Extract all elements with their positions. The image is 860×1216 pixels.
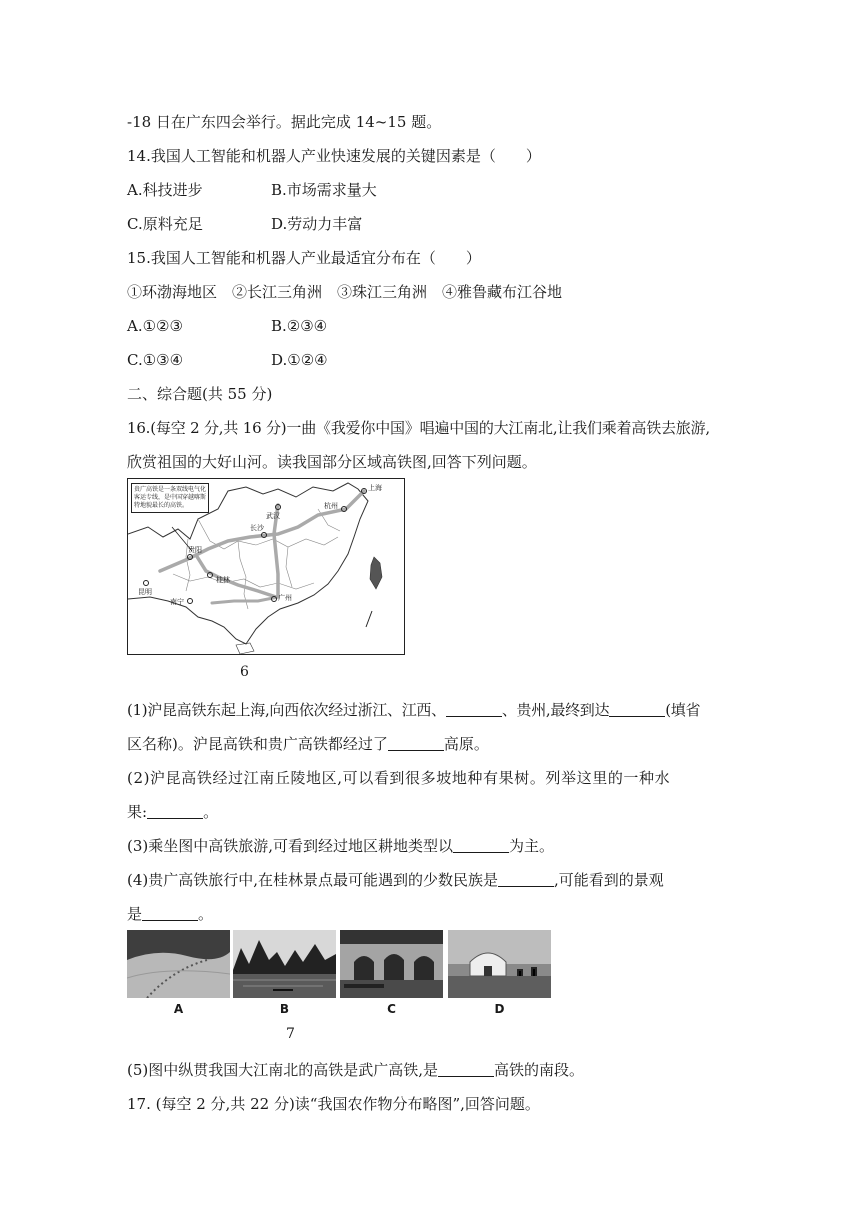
map-callout: 贵广高铁是一条双线电气化客运专线，是中国穿越喀斯特地貌最长的高铁。 <box>131 483 209 513</box>
answer-blank[interactable] <box>388 736 444 751</box>
q14-option-d: D.劳动力丰富 <box>271 215 363 233</box>
q15-option-d: D.①②④ <box>271 351 328 369</box>
intro-line: -18 日在广东四会举行。据此完成 14~15 题。 <box>127 113 442 131</box>
question-17: 17. (每空 2 分,共 22 分)读“我国农作物分布略图”,回答问题。 <box>127 1095 540 1113</box>
q15-option-c: C.①③④ <box>127 351 184 369</box>
city-guiyang: 贵阳 <box>188 546 202 554</box>
q15-option-a: A.①②③ <box>127 317 183 335</box>
question-15: 15.我国人工智能和机器人产业最适宜分布在（ ） <box>127 249 481 267</box>
high-speed-rail-map <box>127 478 405 655</box>
city-nanning: 南宁 <box>170 598 184 606</box>
q16-part4-line2: 是 。 <box>127 905 214 923</box>
q16-part1-line1: (1)沪昆高铁东起上海,向西依次经过浙江、江西、 、贵州,最终到达 (填省 <box>127 701 701 719</box>
city-kunming: 昆明 <box>138 588 152 596</box>
photo-label-a: A <box>173 1002 184 1016</box>
photo-karst-river <box>233 930 336 998</box>
question-16-line2: 欣赏祖国的大好山河。读我国部分区域高铁图,回答下列问题。 <box>127 453 537 471</box>
photo-yurt <box>448 930 551 998</box>
answer-blank[interactable] <box>609 702 665 717</box>
city-guilin: 桂林 <box>216 576 230 584</box>
answer-blank[interactable] <box>142 906 198 921</box>
answer-blank[interactable] <box>147 804 203 819</box>
figure-7-caption: 7 <box>286 1026 295 1042</box>
q16-part2-line1: (2)沪昆高铁经过江南丘陵地区,可以看到很多坡地种有果树。列举这里的一种水 <box>127 769 671 787</box>
city-guangzhou: 广州 <box>278 594 292 602</box>
city-changsha: 长沙 <box>250 524 264 532</box>
q15-option-b: B.②③④ <box>271 317 328 335</box>
q14-option-a: A.科技进步 <box>127 181 203 199</box>
figure-6-caption: 6 <box>240 664 249 680</box>
q16-part3: (3)乘坐图中高铁旅游,可看到经过地区耕地类型以 为主。 <box>127 837 555 855</box>
question-14: 14.我国人工智能和机器人产业快速发展的关键因素是（ ） <box>127 147 541 165</box>
city-shanghai: 上海 <box>368 484 382 492</box>
photo-label-b: B <box>279 1002 290 1016</box>
section-2-heading: 二、综合题(共 55 分) <box>127 385 273 403</box>
photo-desert <box>127 930 230 998</box>
question-16-line1: 16.(每空 2 分,共 16 分)一曲《我爱你中国》唱遍中国的大江南北,让我们乘着高铁去旅游, <box>127 419 710 437</box>
answer-blank[interactable] <box>498 872 554 887</box>
answer-blank[interactable] <box>438 1062 494 1077</box>
answer-blank[interactable] <box>453 838 509 853</box>
q16-part2-line2: 果: 。 <box>127 803 219 821</box>
photo-label-d: D <box>494 1002 505 1016</box>
photo-cave-dwelling <box>340 930 443 998</box>
q16-part5: (5)图中纵贯我国大江南北的高铁是武广高铁,是 高铁的南段。 <box>127 1061 585 1079</box>
q15-items: ①环渤海地区 ②长江三角洲 ③珠江三角洲 ④雅鲁藏布江谷地 <box>127 283 563 301</box>
city-wuhan: 武汉 <box>266 512 280 520</box>
city-hangzhou: 杭州 <box>324 502 338 510</box>
photo-label-c: C <box>387 1002 396 1016</box>
q16-part1-line2: 区名称)。沪昆高铁和贵广高铁都经过了 高原。 <box>127 735 489 753</box>
answer-blank[interactable] <box>446 702 502 717</box>
q14-option-c: C.原料充足 <box>127 215 203 233</box>
q16-part4-line1: (4)贵广高铁旅行中,在桂林景点最可能遇到的少数民族是 ,可能看到的景观 <box>127 871 664 889</box>
q14-option-b: B.市场需求量大 <box>271 181 377 199</box>
